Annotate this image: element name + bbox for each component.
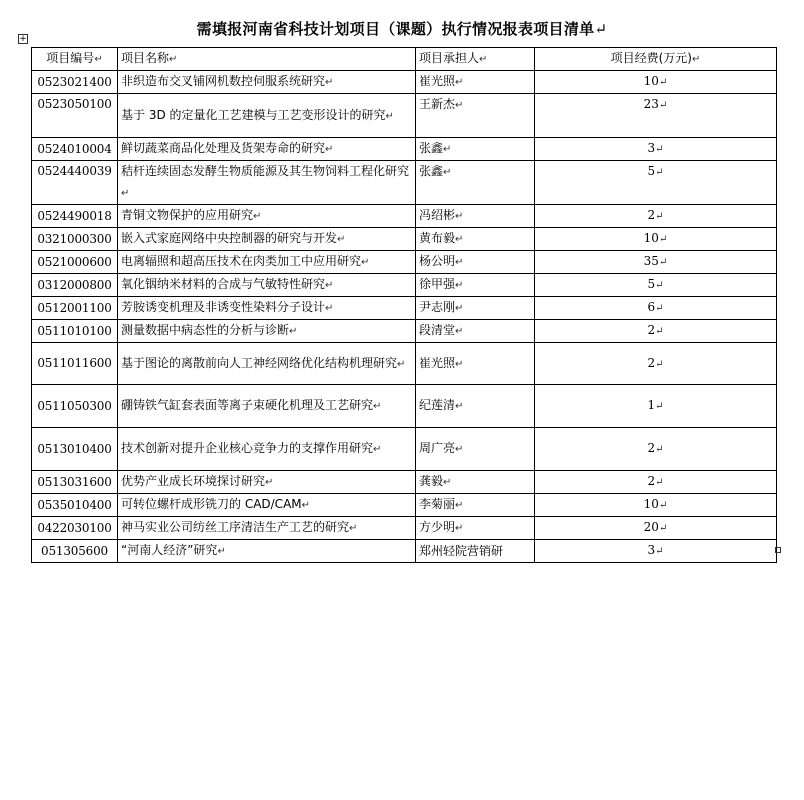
table-row [32,297,777,320]
cell-owner: 张鑫↵ [416,138,535,161]
cell-fund: 20↵ [535,517,777,540]
cell-fund: 2↵ [535,205,777,228]
cell-name: 秸杆连续固态发酵生物质能源及其生物饲料工程化研究↵ [118,161,416,205]
cell-owner: 周广亮↵ [416,428,535,471]
table-row [32,205,777,228]
cell-code: 0524010004 [32,138,118,161]
cell-name: 优势产业成长环境探讨研究↵ [118,471,416,494]
cell-owner: 龚毅↵ [416,471,535,494]
cell-code: 0521000600 [32,251,118,274]
cell-code: 0511010100 [32,320,118,343]
table-header-row [32,48,777,71]
cell-code: 0535010400 [32,494,118,517]
header-code: 项目编号↵ [32,48,118,71]
cell-owner: 方少明↵ [416,517,535,540]
cell-fund: 5↵ [535,161,777,205]
cell-fund: 10↵ [535,71,777,94]
cell-owner: 纪莲清↵ [416,385,535,428]
paragraph-mark-icon: ↵ [594,20,608,38]
cell-code: 0321000300 [32,228,118,251]
cell-name: 嵌入式家庭网络中央控制器的研究与开发↵ [118,228,416,251]
table-row [32,385,777,428]
cell-fund: 5↵ [535,274,777,297]
header-name: 项目名称↵ [118,48,416,71]
table-row [32,540,777,563]
cell-owner: 郑州轻院营销研 [416,540,535,563]
cell-code: 0523021400 [32,71,118,94]
table-row [32,274,777,297]
table-row [32,228,777,251]
table-row [32,251,777,274]
cell-code: 0512001100 [32,297,118,320]
cell-code: 0513010400 [32,428,118,471]
document-title [0,18,804,39]
cell-owner: 段清堂↵ [416,320,535,343]
cell-name: 芳胺诱变机理及非诱变性染料分子设计↵ [118,297,416,320]
cell-owner: 杨公明↵ [416,251,535,274]
cell-name: 基于 3D 的定量化工艺建模与工艺变形设计的研究↵ [118,94,416,138]
cell-code: 0524440039 [32,161,118,205]
resize-handle-icon[interactable] [775,547,781,553]
cell-name: “河南人经济”研究↵ [118,540,416,563]
title-text: 需填报河南省科技计划项目（课题）执行情况报表项目清单 [196,20,595,38]
cell-owner: 黄布毅↵ [416,228,535,251]
cell-code: 0524490018 [32,205,118,228]
table-row [32,471,777,494]
cell-owner: 张鑫↵ [416,161,535,205]
cell-code: 0422030100 [32,517,118,540]
cell-name: 青铜文物保护的应用研究↵ [118,205,416,228]
cell-name: 技术创新对提升企业核心竞争力的支撑作用研究↵ [118,428,416,471]
cell-name: 测量数据中病态性的分析与诊断↵ [118,320,416,343]
cell-name: 鲜切蔬菜商品化处理及货架寿命的研究↵ [118,138,416,161]
table-row [32,71,777,94]
cell-name: 神马实业公司纺丝工序清洁生产工艺的研究↵ [118,517,416,540]
cell-owner: 王新杰↵ [416,94,535,138]
cell-name: 电离辐照和超高压技术在肉类加工中应用研究↵ [118,251,416,274]
cell-fund: 35↵ [535,251,777,274]
cell-code: 0312000800 [32,274,118,297]
cell-owner: 尹志刚↵ [416,297,535,320]
cell-owner: 崔光照↵ [416,71,535,94]
cell-fund: 2↵ [535,471,777,494]
cell-name: 硼铸铁气缸套表面等离子束硬化机理及工艺研究↵ [118,385,416,428]
cell-fund: 2↵ [535,343,777,385]
cell-fund: 10↵ [535,494,777,517]
cell-code: 0511011600 [32,343,118,385]
cell-owner: 李菊丽↵ [416,494,535,517]
cell-code: 0523050100 [32,94,118,138]
cell-fund: 3↵ [535,138,777,161]
cell-fund: 10↵ [535,228,777,251]
move-handle-icon[interactable]: + [19,34,27,44]
cell-name: 可转位螺杆成形铣刀的 CAD/CAM↵ [118,494,416,517]
table-row [32,94,777,138]
table-row [32,320,777,343]
table-row [32,494,777,517]
header-fund: 项目经费(万元)↵ [535,48,777,71]
cell-fund: 1↵ [535,385,777,428]
project-table [31,47,777,563]
cell-code: 0511050300 [32,385,118,428]
cell-code: 0513031600 [32,471,118,494]
cell-fund: 2↵ [535,320,777,343]
table-row [32,343,777,385]
table-row [32,428,777,471]
cell-fund: 3↵ [535,540,777,563]
cell-owner: 崔光照↵ [416,343,535,385]
cell-fund: 2↵ [535,428,777,471]
table-row [32,517,777,540]
cell-name: 基于图论的离散前向人工神经网络优化结构机理研究↵ [118,343,416,385]
table-row [32,161,777,205]
cell-code: 051305600 [32,540,118,563]
cell-owner: 冯绍彬↵ [416,205,535,228]
header-owner: 项目承担人↵ [416,48,535,71]
cell-fund: 23↵ [535,94,777,138]
cell-owner: 徐甲强↵ [416,274,535,297]
cell-name: 氧化铟纳米材料的合成与气敏特性研究↵ [118,274,416,297]
cell-name: 非织造布交叉铺网机数控伺服系统研究↵ [118,71,416,94]
table-row [32,138,777,161]
cell-fund: 6↵ [535,297,777,320]
